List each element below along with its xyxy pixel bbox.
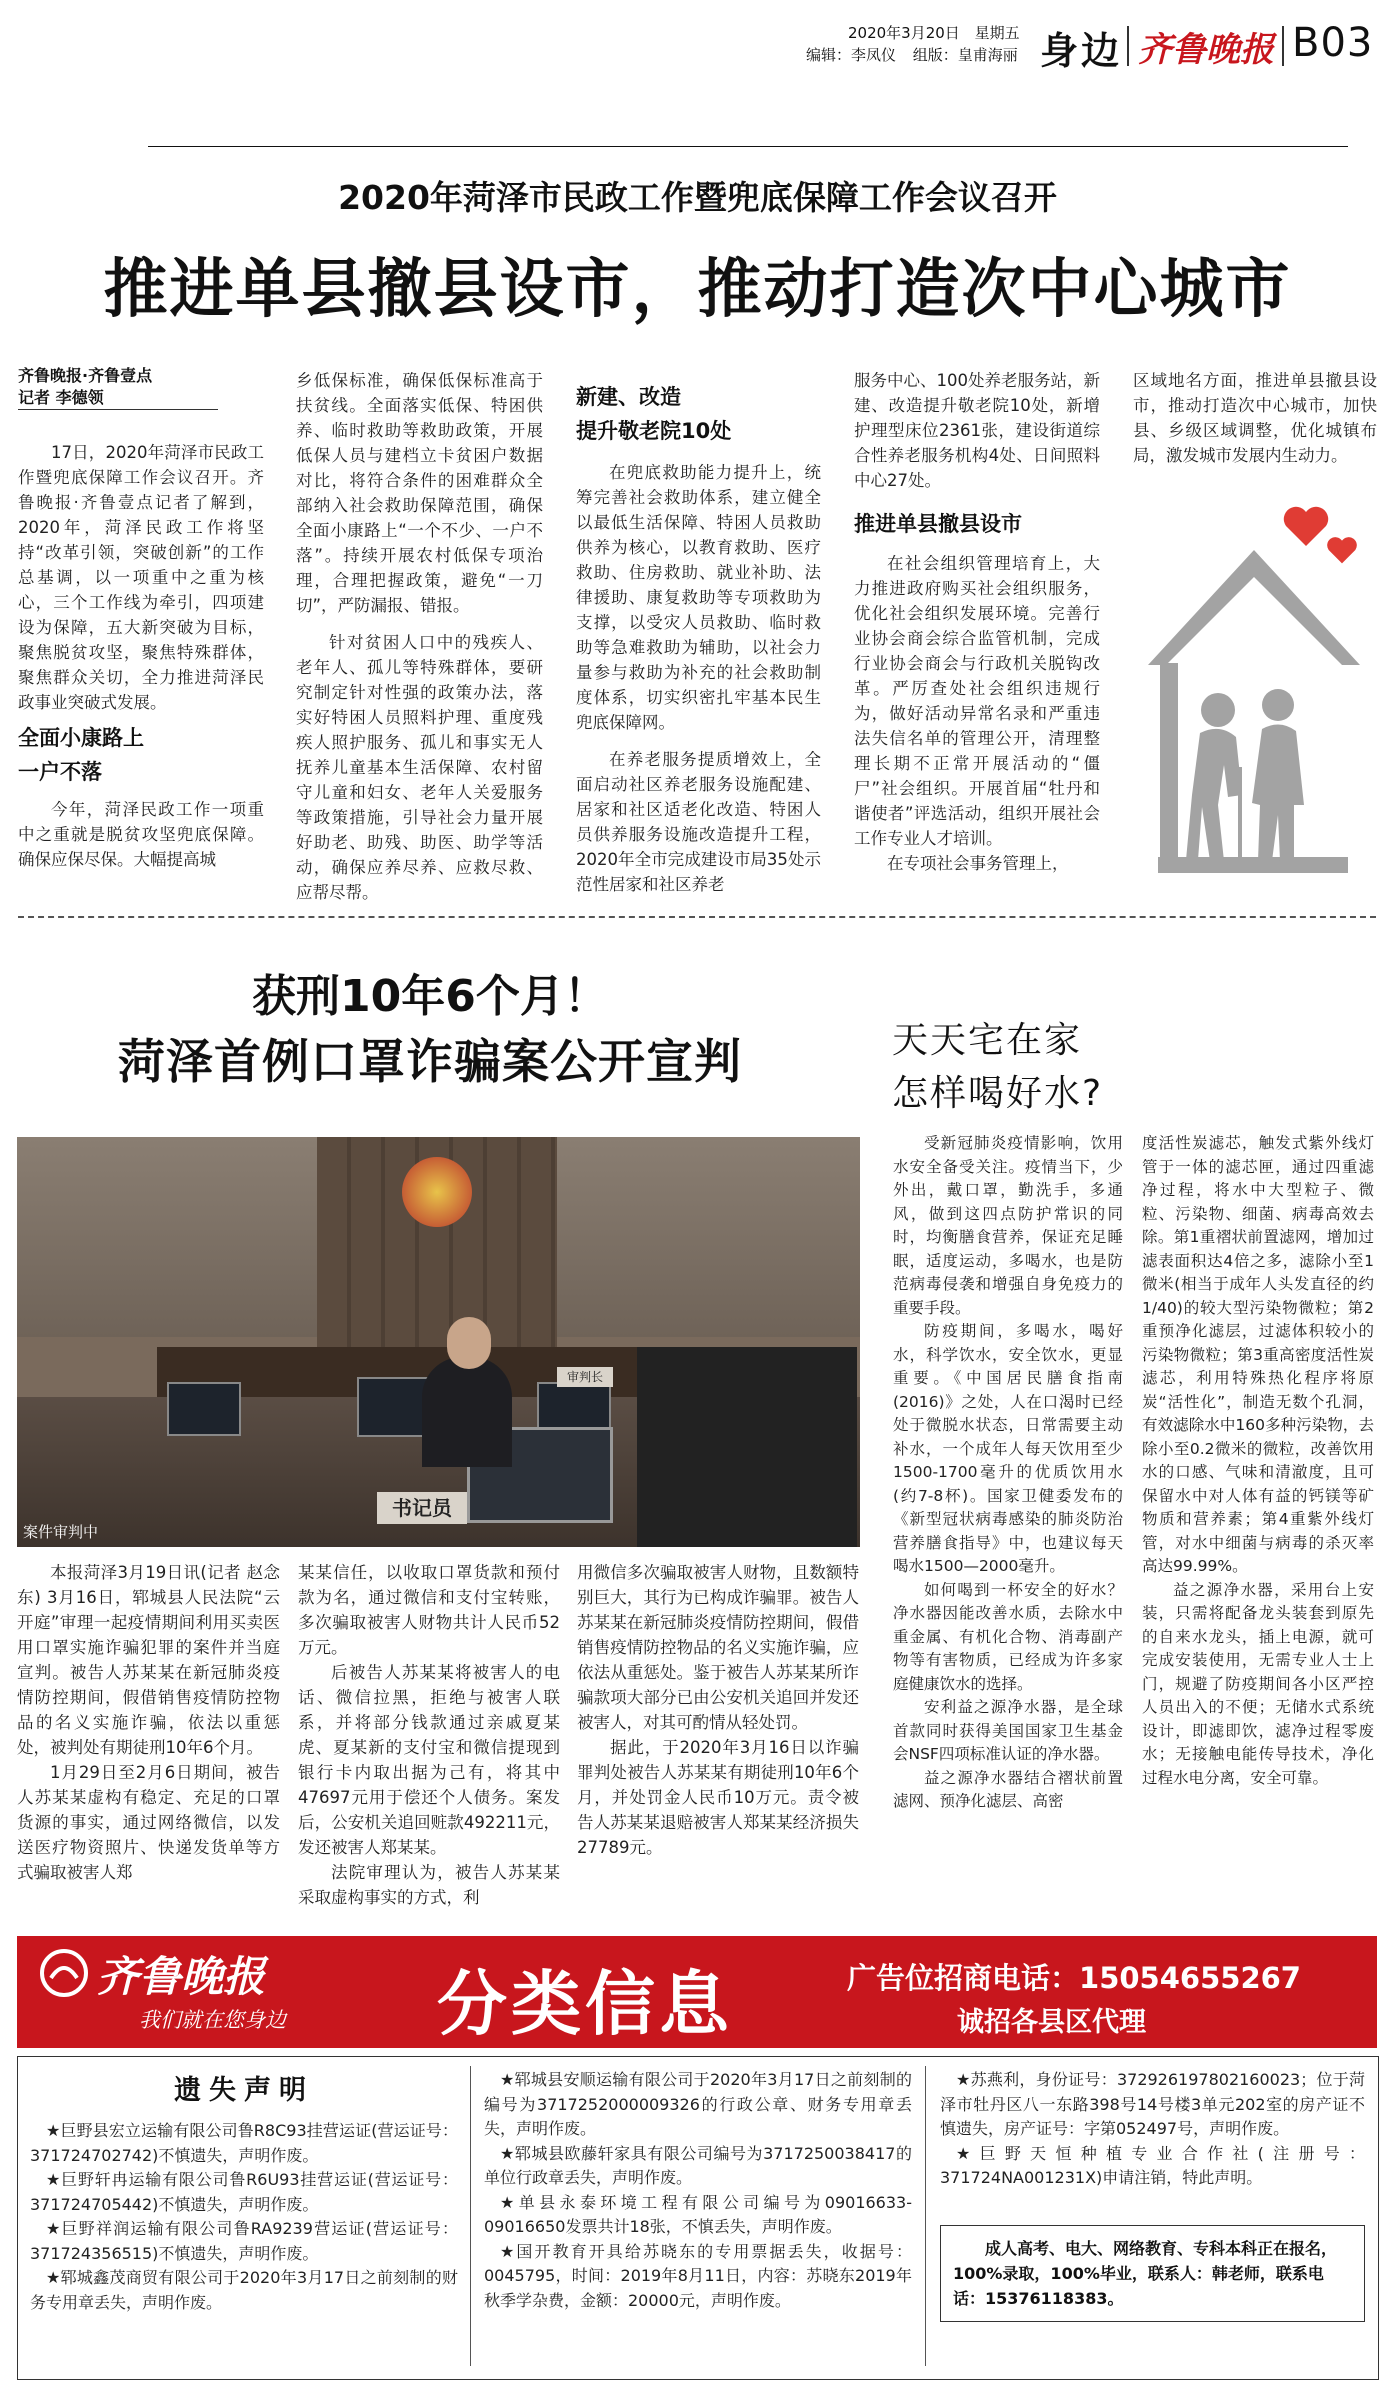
classified-col1-item: ★巨野县宏立运输有限公司鲁R8C93挂营运证(营运证号：371724702742)不慎遗失，声明作废。 <box>30 2121 458 2165</box>
classified-col2-list <box>484 2068 912 2313</box>
article3-col1 <box>893 1132 1123 1814</box>
article2-col2-p1: 某某信任，以收取口罩货款和预付款为名，通过微信和支付宝转账，多次骗取被害人财物共计人民币52万元。 <box>298 1563 560 1657</box>
article1-col2 <box>296 368 543 905</box>
classified-col2 <box>484 2068 912 2313</box>
article1-col2-p1: 乡低保标准，确保低保标准高于扶贫线。全面落实低保、特困供养、临时救助等救助政策，开展低保人员与建档立卡贫困户数据对比，将符合条件的困难群众全部纳入社会救助保障范围，确保全面小康路上“一个不少、一户不落”。持续开展农村低保专项治理，合理把握政策，避免“一刀切”，严防漏报、错报。 <box>296 371 543 615</box>
article3-col1-p1: 受新冠肺炎疫情影响，饮用水安全备受关注。疫情当下，少外出，戴口罩，勤洗手，多通风，做到这四点防护常识的同时，均衡膳食营养，保证充足睡眠，适度运动，多喝水，也是防范病毒侵袭和增强自身免疫力的重要手段。 <box>893 1134 1123 1317</box>
paper-logo-icon <box>39 1948 89 1998</box>
photo-clerk-head <box>447 1317 491 1369</box>
header-date: 2020年3月20日 <box>848 24 960 42</box>
article3-headline1: 天天宅在家 <box>892 1020 1083 1061</box>
section-divider-dashed <box>18 916 1376 918</box>
article2-col1 <box>17 1560 280 1885</box>
ad-sub: 诚招各县区代理 <box>957 2007 1146 2038</box>
article1-col1-p2-wrap <box>18 797 264 872</box>
article1-col4-text-a <box>854 368 1100 493</box>
article1-col5-text <box>1133 368 1377 468</box>
article3-headline2: 怎样喝好水? <box>892 1073 1104 1114</box>
ad-logo-block <box>27 1944 367 2000</box>
article2-col1-p2: 1月29日至2月6日期间，被告人苏某某虚构有稳定、充足的口罩货源的事实，通过网络微信，以发送医疗物资照片、快递发货单等方式骗取被害人郑 <box>17 1763 280 1882</box>
classified-col2-item: ★郓城县安顺运输有限公司于2020年3月17日之前刻制的编号为3717252000009326的行政公章、财务专用章丢失，声明作废。 <box>484 2070 912 2138</box>
article1-col3-text <box>576 460 821 897</box>
classified-title: 遗失声明 <box>174 2075 314 2106</box>
column-spacer <box>878 1000 879 1920</box>
article1-col2-p2: 针对贫困人口中的残疾人、老年人、孤儿等特殊群体，要研究制定针对性强的政策办法，落实好特困人员照料护理、重度残疾人照护服务、孤儿和事实无人抚养儿童基本生活保障、农村留守儿童和妇女、老年人关爱服务等政策措施，引导社会力量开展好助老、助残、助医、助学等活动，确保应养尽养、应救尽救、应帮尽帮。 <box>296 633 543 902</box>
article3-col1-text <box>893 1132 1123 1814</box>
ad-logo-text: 齐鲁晚报 <box>97 1952 266 2001</box>
national-emblem <box>402 1157 472 1227</box>
header-editor-line <box>806 44 1018 65</box>
heart-icon <box>1282 504 1330 548</box>
photo-screen-label: 审判长 <box>557 1367 613 1387</box>
photo-desk-label: 书记员 <box>377 1492 467 1524</box>
article1-col5-p1: 区域地名方面，推进单县撤县设市，推动打造次中心城市，加快县、乡级区域调整，优化城镇布局，激发城市发展内生动力。 <box>1133 371 1377 465</box>
article2-col3-text <box>577 1560 859 1860</box>
article1-col4-text-b <box>854 551 1100 876</box>
classified-col1-list <box>30 2119 458 2315</box>
article2-col3-p1: 用微信多次骗取被害人财物，且数额特别巨大，其行为已构成诈骗罪。被告人苏某某在新冠肺炎疫情防控期间，假借销售疫情防控物品的名义实施诈骗，应依法从重惩处。鉴于被告人苏某某所诈骗款项大部分已由公安机关追回并发还被害人，对其可酌情从轻处罚。 <box>577 1563 859 1732</box>
article2-col2 <box>298 1560 560 1910</box>
classified-col3-box: 成人高考、电大、网络教育、专科本科正在报名，100%录取，100%毕业，联系人：韩老师，联系电话：15376118383。 <box>940 2225 1365 2322</box>
classified-divider-2 <box>925 2066 926 2366</box>
article3-col2-p2: 益之源净水器，采用台上安装，只需将配备龙头装套到原先的自来水龙头，插上电源，就可完成安装使用，无需专业人士上门，规避了防疫期间各小区严控人员出入的不便；无储水式系统设计，即滤即饮，滤净过程零废水；无接触电能传导技术，净化过程水电分离，安全可靠。 <box>1142 1580 1374 1787</box>
paper-logo-small: 齐鲁晚报 <box>1138 30 1274 70</box>
header-weekday: 星期五 <box>974 24 1020 42</box>
header-rule <box>148 146 1348 147</box>
header-divider <box>1127 26 1129 66</box>
article1-col4-p1: 服务中心、100处养老服务站，新建、改造提升敬老院10处，新增护理型床位2361张，建设街道综合性养老服务机构4处、日间照料中心27处。 <box>854 371 1100 490</box>
classified-col2-item: ★国开教育开具给苏晓东的专用票据丢失，收据号：0045795，时间：2019年8月11日，内容：苏晓东2019年秋季学杂费，金额：20000元，声明作废。 <box>484 2241 912 2310</box>
article3-col2-text <box>1142 1132 1374 1790</box>
ad-slogan: 我们就在您身边 <box>139 2008 286 2032</box>
article3-col2 <box>1142 1132 1374 1790</box>
courtroom-photo <box>17 1137 860 1547</box>
classified-banner <box>17 1936 1377 2048</box>
article1-col4 <box>854 368 1100 876</box>
header-designer: 组版：皇甫海丽 <box>912 46 1018 64</box>
heart-icon-small <box>1326 535 1358 565</box>
photo-caption: 案件审判中 <box>23 1523 99 1541</box>
classified-col1-item: ★巨野祥润运输有限公司鲁RA9239营运证(营运证号：371724356515)不慎遗失，声明作废。 <box>30 2219 458 2263</box>
article1-col4-sub1: 推进单县撤县设市 <box>854 512 1022 536</box>
article1-headline: 推进单县撤县设市，推动打造次中心城市 <box>103 253 1292 327</box>
article3-col1-p3: 如何喝到一杯安全的好水？净水器因能改善水质，去除水中重金属、有机化合物、消毒副产物等有害物质，已经成为许多家庭健康饮水的选择。 <box>893 1580 1123 1693</box>
ad-phone: 15054655267 <box>1079 1961 1301 1995</box>
photo-clerk <box>422 1357 512 1467</box>
article2-col1-p1: 本报菏泽3月19日讯(记者 赵念东) 3月16日，郓城县人民法院“云开庭”审理一起疫情期间利用买卖医用口罩实施诈骗犯罪的案件并当庭宣判。被告人苏某某在新冠肺炎疫情防控期间，假借销售疫情防控物品的名义实施诈骗，依法以重惩处，被判处有期徒刑10年6个月。 <box>17 1563 280 1757</box>
classified-col3-item: ★巨野天恒种植专业合作社(注册号：371724NA001231X)申请注销，特此声明。 <box>940 2143 1365 2187</box>
article1-col4-p2: 在社会组织管理培育上，大力推进政府购买社会组织服务，优化社会组织发展环境。完善行业协会商会综合监管机制，完成行业协会商会与行政机关脱钩改革。严厉查处社会组织违规行为，做好活动异常名录和严重违法失信名单的管理公开，清理整理长期不正常开展活动的“僵尸”社会组织。开展首届“牡丹和谐使者”评选活动，组织开展社会工作专业人才培训。 <box>854 554 1100 848</box>
classified-col2-item: ★单县永泰环境工程有限公司编号为09016633-09016650发票共计18张，不慎丢失，声明作废。 <box>484 2192 912 2236</box>
article3-col1-p2: 防疫期间，多喝水，喝好水，科学饮水，安全饮水，更显重要。《中国居民膳食指南(2016)》之处，人在口渴时已经处于微脱水状态，日常需要主动补水，一个成年人每天饮用至少1500-1700毫升的优质饮用水(约7-8杯)。国家卫健委发布的《新型冠状病毒感染的肺炎防治营养膳食指导》中，也建议每天喝水1500—2000毫升。 <box>893 1322 1123 1575</box>
article1-byline2: 记者 李德领 <box>18 387 218 410</box>
article1-col4-p3: 在专项社会事务管理上， <box>887 854 1069 873</box>
article1-col1-p1-wrap <box>18 440 264 715</box>
article2-col3 <box>577 1560 859 1860</box>
article2-col1-text <box>17 1560 280 1885</box>
classified-col1 <box>30 2068 458 2315</box>
classified-col1-item: ★郓城鑫茂商贸有限公司于2020年3月17日之前刻制的财务专用章丢失，声明作废。 <box>30 2268 458 2312</box>
classified-col3-item: ★苏燕利，身份证号：372926197802160023；位于菏泽市牡丹区八一东路398号14号楼3单元202室的房产证不慎遗失，房产证号：字第052497号，声明作废。 <box>940 2070 1365 2138</box>
article1-col3-p1: 在兜底救助能力提升上，统筹完善社会救助体系，建立健全以最低生活保障、特困人员救助供养为核心，以教育救助、医疗救助、住房救助、就业补助、法律援助、康复救助等专项救助为支撑，以受灾人员救助、临时救助等急难救助为辅助，以社会力量参与救助为补充的社会救助制度体系，切实织密扎牢基本民生兜底保障网。 <box>576 463 821 732</box>
article2-col3-p2: 据此，于2020年3月16日以诈骗罪判处被告人苏某某有期徒刑10年6个月，并处罚金人民币10万元。责令被告人苏某某退赔被害人郑某某经济损失27789元。 <box>577 1738 859 1857</box>
article2-col2-p3: 法院审理认为，被告人苏某某采取虚构事实的方式，利 <box>298 1863 560 1907</box>
ad-phone-line <box>847 1956 1301 1997</box>
article1-col3 <box>576 380 821 897</box>
article1-col3-p2: 在养老服务提质增效上，全面启动社区养老服务设施配建、居家和社区适老化改造、特困人员供养服务设施改造提升工程，2020年全市完成建设市局35处示范性居家和社区养老 <box>576 750 821 894</box>
classified-divider-1 <box>470 2066 471 2366</box>
classified-col1-item: ★巨野轩冉运输有限公司鲁R6U93挂营运证(营运证号：371724705442)不慎遗失，声明作废。 <box>30 2170 458 2214</box>
page-number: B03 <box>1292 20 1374 66</box>
article1-col3-sub1: 新建、改造 <box>576 385 681 409</box>
ad-title: 分类信息 <box>437 1963 733 2045</box>
header-date-line <box>848 22 1020 43</box>
article3-col2-p1: 度活性炭滤芯，触发式紫外线灯管于一体的滤芯匣，通过四重滤净过程，将水中大型粒子、微粒、污染物、细菌、病毒高效去除。第1重褶状前置滤网，增加过滤表面积达4倍之多，滤除小至1微米(相当于成年人头发直径的约1/40)的较大型污染物微粒；第2重预净化滤层，过滤体积较小的污染物微粒；第3重高密度活性炭滤芯，利用特殊热化程序将原炭“活性化”，制造无数个孔洞，有效滤除水中160多种污染物，去除小至0.2微米的微粒，改善饮用水的口感、气味和清澈度，且可保留水中对人体有益的钙镁等矿物质和营养素；第4重紫外线灯管，对水中细菌与病毒的杀灭率高达99.99%。 <box>1142 1134 1374 1575</box>
section-name: 身边 <box>1040 29 1123 73</box>
article2-col2-text <box>298 1560 560 1910</box>
article1-byline1: 齐鲁晚报·齐鲁壹点 <box>18 366 153 385</box>
article3-col1-p5: 益之源净水器结合褶状前置滤网、预净化滤层、高密 <box>893 1768 1123 1810</box>
classified-col3-list <box>940 2068 1365 2191</box>
article1-col3-sub2: 提升敬老院10处 <box>576 419 732 443</box>
article1-col2-text <box>296 368 543 905</box>
classified-col2-item: ★郓城县欧藤轩家具有限公司编号为3717250038417的单位行政章丢失，声明作废。 <box>484 2143 912 2187</box>
classified-col3 <box>940 2068 1365 2322</box>
article2-col2-p2: 后被告人苏某某将被害人的电话、微信拉黑，拒绝与被害人联系，并将部分钱款通过亲戚夏某虎、夏某新的支付宝和微信提现到银行卡内取出据为己有，将其中47697元用于偿还个人债务。案发后，公安机关追回赃款492211元，发还被害人郑某某。 <box>298 1663 560 1857</box>
article3-col1-p4: 安利益之源净水器，是全球首款同时获得美国国家卫生基金会NSF四项标准认证的净水器。 <box>893 1698 1123 1763</box>
header-editor: 编辑：李凤仪 <box>806 46 897 64</box>
article1-col5 <box>1133 368 1377 468</box>
article1-col1-sub1: 全面小康路上 <box>18 726 144 750</box>
header-divider-2 <box>1282 26 1284 66</box>
photo-printer <box>637 1347 857 1547</box>
article2-headline2: 菏泽首例口罩诈骗案公开宣判 <box>118 1035 742 1090</box>
article1-col1-sub2: 一户不落 <box>18 760 102 784</box>
article1-col1-p1: 17日，2020年菏泽市民政工作暨兜底保障工作会议召开。齐鲁晚报·齐鲁壹点记者了解到，2020年，菏泽民政工作将坚持“改革引领，突破创新”的工作总基调，以一项重中之重为核心，三个工作线为牵引，四项建设为保障，五大新突破为目标，聚焦脱贫攻坚，聚焦特殊群体，聚焦群众关切，全力推进菏泽民政事业突破式发展。 <box>18 443 264 712</box>
ad-phone-label: 广告位招商电话： <box>847 1961 1080 1995</box>
article1-kicker: 2020年菏泽市民政工作暨兜底保障工作会议召开 <box>338 178 1057 217</box>
photo-monitor-1 <box>167 1382 241 1436</box>
article1-col1 <box>18 365 264 872</box>
article2-headline1: 获刑10年6个月！ <box>252 971 608 1022</box>
article1-col1-p2: 今年，菏泽民政工作一项重中之重就是脱贫攻坚兜底保障。确保应保尽保。大幅提高城 <box>18 800 264 869</box>
